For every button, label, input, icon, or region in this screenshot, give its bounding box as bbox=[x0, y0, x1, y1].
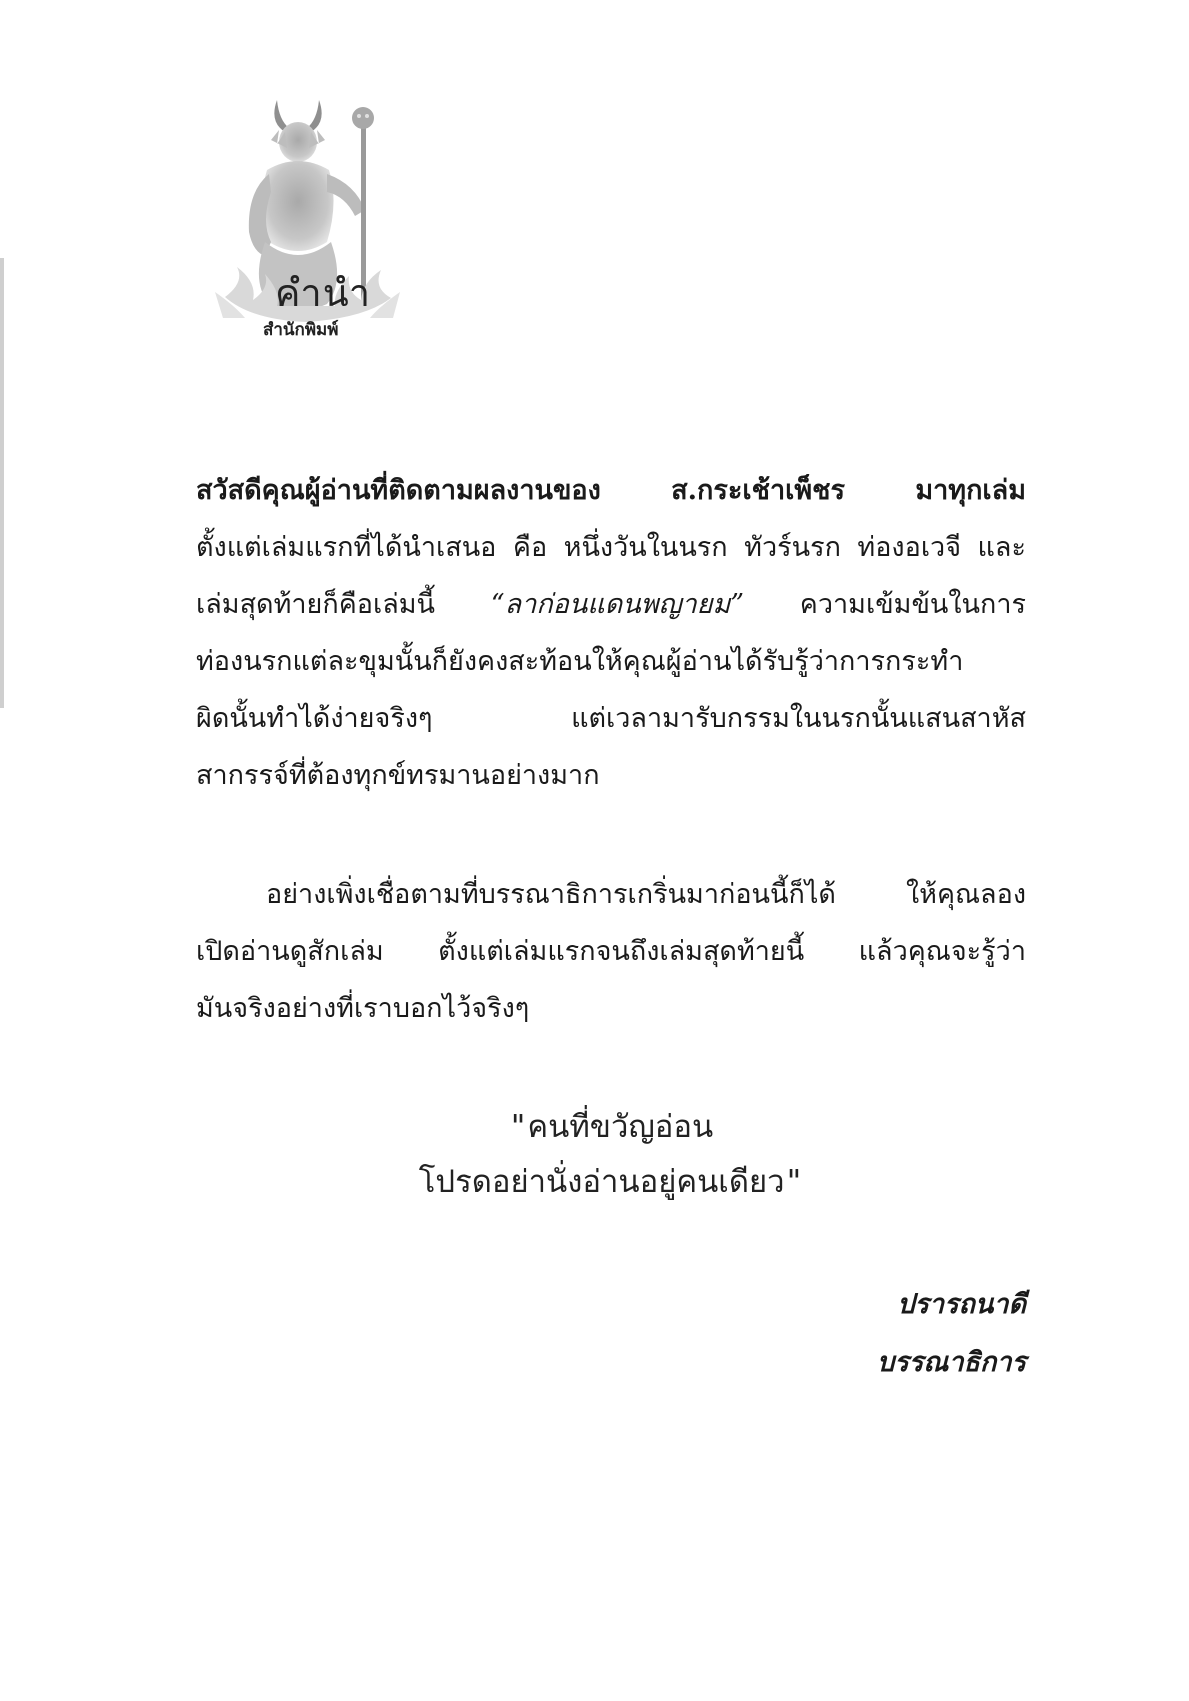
body-line: ผิดนั้นทำได้ง่ายจริงๆ แต่เวลามารับกรรมในนรกนั้นแสนสาหัส bbox=[196, 703, 1026, 734]
body-line: ตั้งแต่เล่มแรกที่ได้นำเสนอ คือ หนึ่งวันในนรก ทัวร์นรก ท่องอเวจี และ bbox=[196, 532, 1026, 563]
body-line: สากรรจ์ที่ต้องทุกข์ทรมานอย่างมาก bbox=[196, 760, 600, 791]
quote-line-2: โปรดอย่านั่งอ่านอยู่คนเดียว" bbox=[418, 1164, 804, 1200]
intro-line: สวัสดีคุณผู้อ่านที่ติดตามผลงานของ ส.กระเช้าเพ็ชร มาทุกเล่ม bbox=[196, 475, 1026, 506]
foreword-body bbox=[196, 462, 1026, 1037]
publisher-emblem bbox=[215, 92, 400, 347]
paragraph-invitation bbox=[196, 866, 1026, 1037]
body-text: เล่มสุดท้ายก็คือเล่มนี้ bbox=[196, 589, 436, 620]
body-line: มันจริงอย่างที่เราบอกไว้จริงๆ bbox=[196, 993, 530, 1024]
paragraph-intro bbox=[196, 462, 1026, 804]
book-title-quote: “ลาก่อนแดนพญายม” bbox=[490, 589, 745, 620]
emblem-title: คำนำ bbox=[275, 271, 372, 315]
scan-edge-shadow bbox=[0, 258, 4, 708]
body-line-with-title bbox=[196, 576, 1026, 633]
body-line: อย่างเพิ่งเชื่อตามที่บรรณาธิการเกริ่นมาก่อนนี้ก็ได้ ให้คุณลอง bbox=[266, 879, 1026, 910]
emblem-subtitle: สำนักพิมพ์ bbox=[263, 320, 339, 340]
body-text: ความเข้มข้นในการ bbox=[799, 589, 1027, 620]
body-line: เปิดอ่านดูสักเล่ม ตั้งแต่เล่มแรกจนถึงเล่มสุดท้ายนี้ แล้วคุณจะรู้ว่า bbox=[196, 936, 1026, 967]
signer-name: บรรณาธิการ bbox=[877, 1347, 1026, 1378]
signature-block bbox=[877, 1276, 1026, 1392]
warning-quote bbox=[196, 1100, 1026, 1210]
body-line: ท่องนรกแต่ละขุมนั้นก็ยังคงสะท้อนให้คุณผู้อ่านได้รับรู้ว่าการกระทำ bbox=[196, 646, 964, 677]
quote-line-1: "คนที่ขวัญอ่อน bbox=[508, 1109, 714, 1145]
closing-text: ปรารถนาดี bbox=[897, 1289, 1026, 1320]
